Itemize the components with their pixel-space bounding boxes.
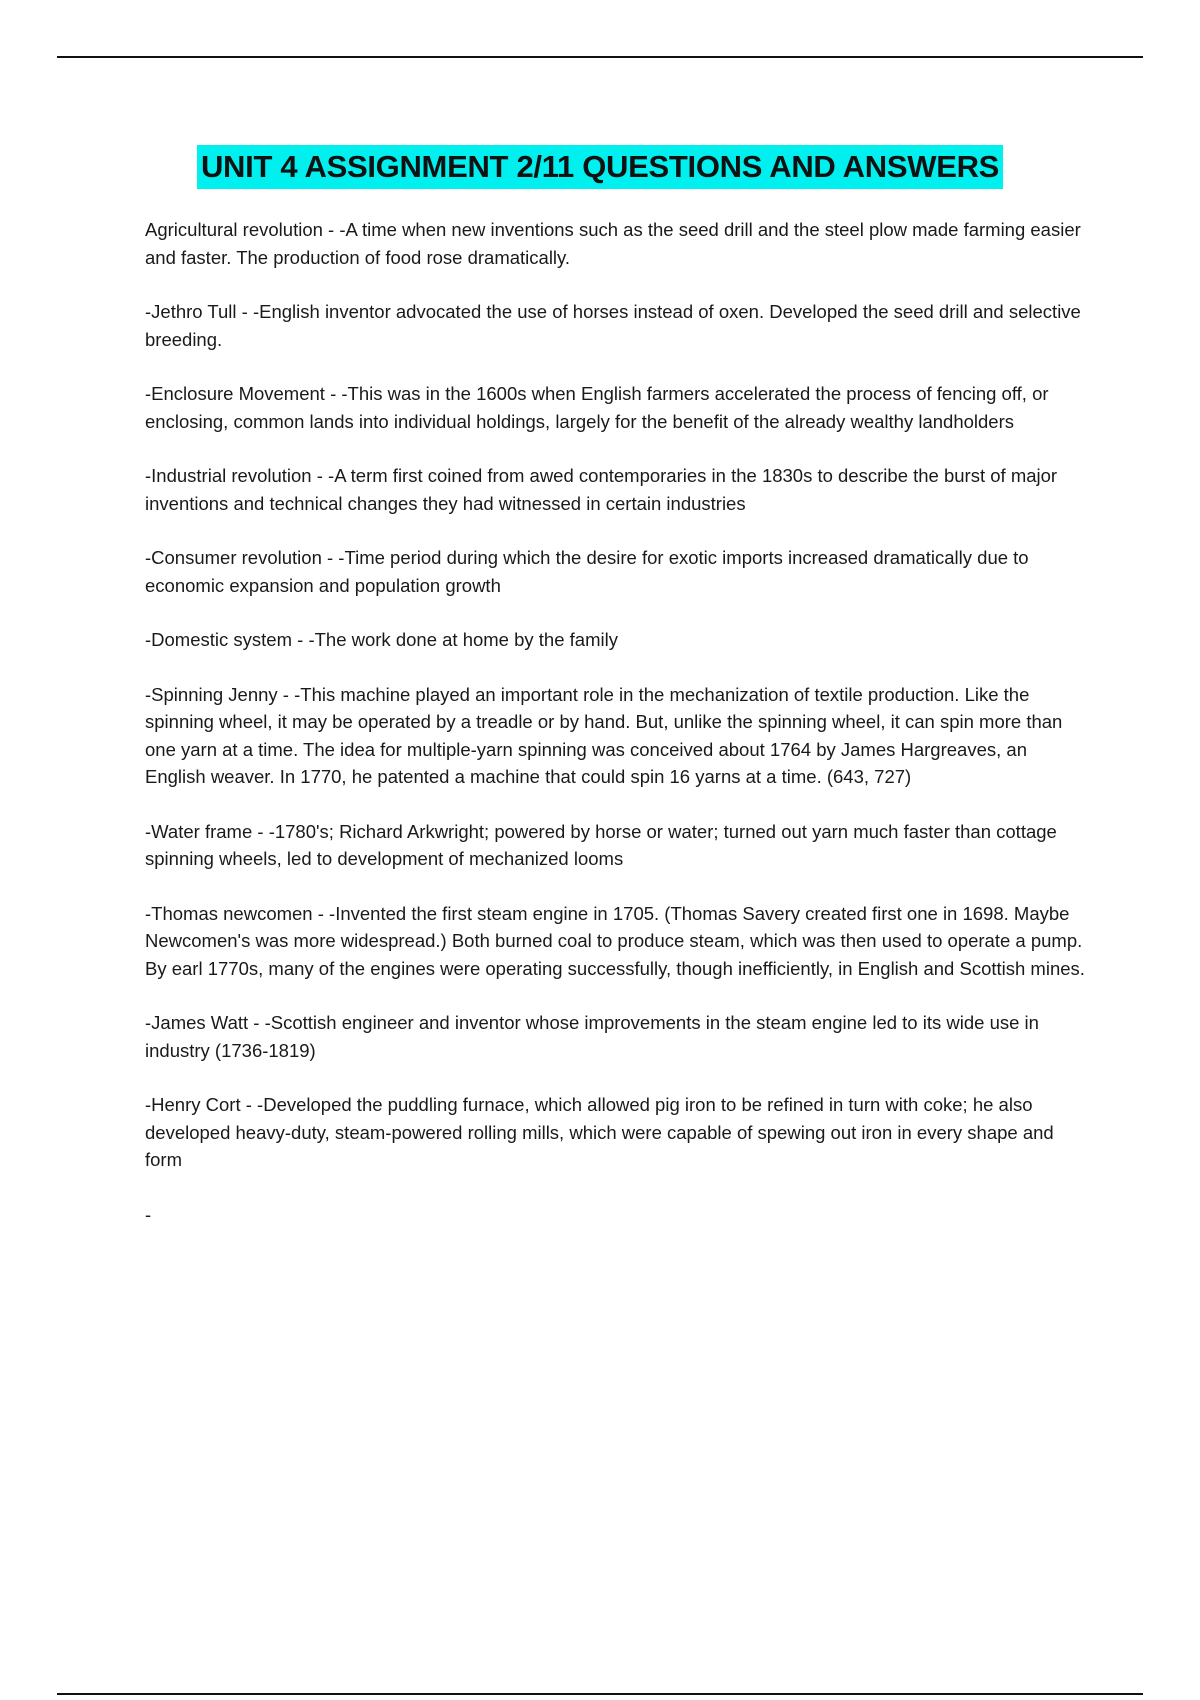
entry-term: -Spinning Jenny - - bbox=[145, 684, 300, 705]
entry-term: Agricultural revolution - - bbox=[145, 219, 346, 240]
entry-definition: Scottish engineer and inventor whose improvements in the steam engine led to its wide use in industry (1736-1819) bbox=[145, 1012, 1039, 1061]
entry-term: -Domestic system - - bbox=[145, 629, 315, 650]
page-title: UNIT 4 ASSIGNMENT 2/11 QUESTIONS AND ANSWERS bbox=[197, 145, 1003, 189]
entry bbox=[145, 1091, 1090, 1174]
entry-definition: Developed the puddling furnace, which allowed pig iron to be refined in turn with coke; he also developed heavy-duty, steam-powered rolling mills, which were capable of spewing out iron in every shape and form bbox=[145, 1094, 1054, 1170]
entry-definition: A time when new inventions such as the seed drill and the steel plow made farming easier and faster. The production of food rose dramatically. bbox=[145, 219, 1081, 268]
entry bbox=[145, 900, 1090, 983]
entry-term: -Water frame - - bbox=[145, 821, 275, 842]
entry-term: -Jethro Tull - - bbox=[145, 301, 259, 322]
footer-rule bbox=[57, 1693, 1143, 1695]
entry-term: -Industrial revolution - - bbox=[145, 465, 334, 486]
entry-definition: Time period during which the desire for exotic imports increased dramatically due to economic expansion and population growth bbox=[145, 547, 1029, 596]
entry bbox=[145, 298, 1090, 353]
entry-definition: This machine played an important role in the mechanization of textile production. Like the spinning wheel, it may be operated by a treadle or by hand. But, unlike the spinning wheel, it can spin more than one yarn at a time. The idea for multiple-yarn spinning was conceived about 1764 by James Hargreaves, an English weaver. In 1770, he patented a machine that could spin 16 yarns at a time. (643, 727) bbox=[145, 683, 1063, 787]
entries-list bbox=[145, 216, 1090, 1255]
entry bbox=[145, 544, 1090, 599]
entry-definition: Invented the first steam engine in 1705. (Thomas Savery created first one in 1698. Maybe Newcomen's was more widespread.) Both burned coal to produce steam, which was then used to operate a pump. By earl 1770s, many of the engines were operating successfully, though inefficiently, in English and Scottish mines. bbox=[145, 902, 1085, 979]
entry bbox=[145, 818, 1090, 873]
header-rule bbox=[57, 56, 1143, 58]
entry-term: -Enclosure Movement - - bbox=[145, 383, 348, 404]
entry bbox=[145, 681, 1090, 791]
entry-definition: English inventor advocated the use of horses instead of oxen. Developed the seed drill and selective breeding. bbox=[145, 301, 1081, 350]
entry-definition: 1780's; Richard Arkwright; powered by horse or water; turned out yarn much faster than cottage spinning wheels, led to development of mechanized looms bbox=[145, 820, 1057, 869]
trailing-mark: - bbox=[145, 1203, 152, 1225]
entry bbox=[145, 626, 1090, 654]
entry-term: -Consumer revolution - - bbox=[145, 547, 344, 568]
entry-definition: This was in the 1600s when English farmers accelerated the process of fencing off, or enclosing, common lands into individual holdings, largely for the benefit of the already wealthy landholders bbox=[145, 383, 1049, 432]
entry bbox=[145, 462, 1090, 517]
title-container bbox=[0, 145, 1200, 189]
entry bbox=[145, 380, 1090, 435]
entry-definition: The work done at home by the family bbox=[314, 629, 618, 650]
entry-term: -James Watt - - bbox=[145, 1012, 271, 1033]
entry bbox=[145, 1009, 1090, 1064]
entry-term: -Thomas newcomen - - bbox=[145, 903, 335, 924]
entry-definition: A term first coined from awed contemporaries in the 1830s to describe the burst of major inventions and technical changes they had witnessed in certain industries bbox=[145, 465, 1058, 514]
entry bbox=[145, 216, 1090, 271]
entry-term: -Henry Cort - - bbox=[145, 1094, 263, 1115]
